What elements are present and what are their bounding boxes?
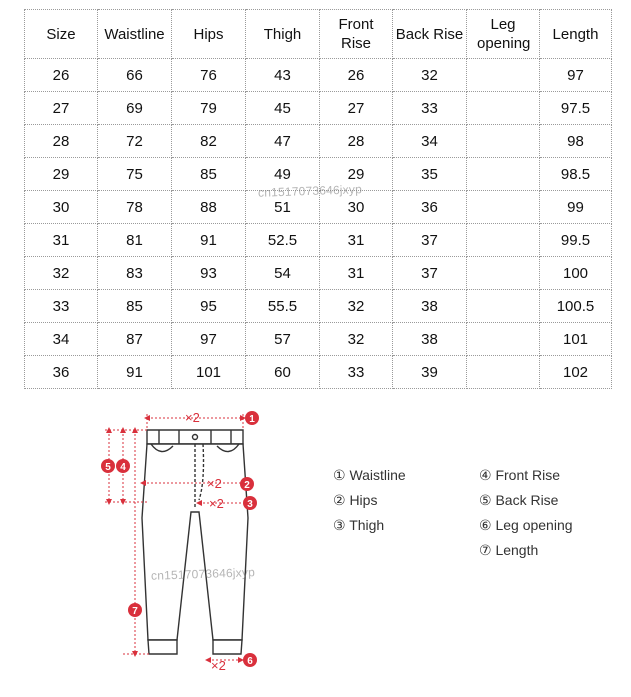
- waist-multiplier: ×2: [185, 410, 200, 425]
- header-waistline: Waistline: [98, 10, 172, 59]
- table-cell: 55.5: [246, 290, 320, 323]
- table-cell: 47: [246, 125, 320, 158]
- table-row: [25, 59, 612, 92]
- table-cell: 76: [172, 59, 246, 92]
- table-cell: 85: [98, 290, 172, 323]
- marker-4: [116, 459, 130, 473]
- pants-measurement-diagram: [95, 400, 285, 680]
- table-cell: 31: [320, 224, 393, 257]
- table-cell: 85: [172, 158, 246, 191]
- table-cell: 79: [172, 92, 246, 125]
- table-cell: 97: [540, 59, 612, 92]
- left-cuff: [148, 640, 177, 654]
- table-cell: 95: [172, 290, 246, 323]
- table-cell: [467, 158, 540, 191]
- table-cell: [467, 257, 540, 290]
- table-cell: [467, 290, 540, 323]
- marker-3: [243, 496, 257, 510]
- table-cell: [467, 92, 540, 125]
- table-cell: 38: [393, 323, 467, 356]
- header-back-rise: Back Rise: [393, 10, 467, 59]
- table-cell: 49: [246, 158, 320, 191]
- svg-text:1: 1: [249, 414, 255, 425]
- table-row: [25, 257, 612, 290]
- table-cell: 38: [393, 290, 467, 323]
- svg-text:2: 2: [244, 480, 250, 491]
- button: [193, 435, 198, 440]
- table-row: [25, 290, 612, 323]
- table-cell: 37: [393, 257, 467, 290]
- svg-text:5: 5: [105, 462, 111, 473]
- table-cell: 102: [540, 356, 612, 389]
- table-cell: 83: [98, 257, 172, 290]
- header-size: Size: [25, 10, 98, 59]
- table-cell: 52.5: [246, 224, 320, 257]
- table-cell: 82: [172, 125, 246, 158]
- svg-text:7: 7: [132, 606, 138, 617]
- table-cell: 98.5: [540, 158, 612, 191]
- table-cell: 93: [172, 257, 246, 290]
- table-cell: 34: [393, 125, 467, 158]
- table-cell: 32: [25, 257, 98, 290]
- legend-front-rise: ④ Front Rise: [479, 467, 561, 483]
- header-length: Length: [540, 10, 612, 59]
- table-cell: 35: [393, 158, 467, 191]
- table-cell: [467, 224, 540, 257]
- table-cell: 87: [98, 323, 172, 356]
- table-cell: 30: [25, 191, 98, 224]
- table-cell: 91: [98, 356, 172, 389]
- table-row: [25, 356, 612, 389]
- right-cuff: [213, 640, 242, 654]
- table-cell: 29: [25, 158, 98, 191]
- leg-opening-multiplier: ×2: [211, 658, 226, 673]
- table-cell: 72: [98, 125, 172, 158]
- table-row: [25, 92, 612, 125]
- table-cell: 33: [25, 290, 98, 323]
- svg-text:3: 3: [247, 499, 253, 510]
- table-cell: 32: [320, 323, 393, 356]
- legend-hips: ② Hips: [333, 492, 378, 508]
- size-chart-table: [24, 9, 612, 389]
- table-row: [25, 323, 612, 356]
- marker-5: [101, 459, 115, 473]
- table-cell: [467, 59, 540, 92]
- table-cell: 36: [393, 191, 467, 224]
- table-cell: 28: [320, 125, 393, 158]
- table-cell: 97.5: [540, 92, 612, 125]
- legend-thigh: ③ Thigh: [333, 517, 385, 533]
- watermark-text: cn1517073646jxyp: [257, 182, 363, 200]
- table-cell: 45: [246, 92, 320, 125]
- table-cell: 27: [25, 92, 98, 125]
- legend-waistline: ① Waistline: [333, 467, 406, 483]
- table-cell: 69: [98, 92, 172, 125]
- header-hips: Hips: [172, 10, 246, 59]
- header-front-rise: Front Rise: [320, 10, 393, 59]
- table-cell: 28: [25, 125, 98, 158]
- pants-body: [142, 444, 248, 640]
- table-cell: 101: [540, 323, 612, 356]
- table-cell: 99.5: [540, 224, 612, 257]
- marker-7: [128, 603, 142, 617]
- header-leg-opening: Leg opening: [467, 10, 540, 59]
- marker-6: [243, 653, 257, 667]
- table-cell: 39: [393, 356, 467, 389]
- table-cell: 98: [540, 125, 612, 158]
- table-cell: 75: [98, 158, 172, 191]
- pants-illustration: [142, 430, 248, 654]
- table-row: [25, 224, 612, 257]
- table-cell: 33: [393, 92, 467, 125]
- svg-text:4: 4: [120, 462, 126, 473]
- thigh-multiplier: ×2: [209, 496, 224, 511]
- table-cell: 78: [98, 191, 172, 224]
- table-cell: 37: [393, 224, 467, 257]
- legend-back-rise: ⑤ Back Rise: [479, 492, 559, 508]
- table-cell: 29: [320, 158, 393, 191]
- legend-length: ⑦ Length: [479, 542, 539, 558]
- table-cell: 32: [320, 290, 393, 323]
- svg-text:6: 6: [247, 656, 253, 667]
- header-thigh: Thigh: [246, 10, 320, 59]
- table-cell: [467, 125, 540, 158]
- table-cell: 54: [246, 257, 320, 290]
- table-cell: [467, 356, 540, 389]
- table-header-row: [25, 10, 612, 59]
- table-cell: 81: [98, 224, 172, 257]
- marker-1: [245, 411, 259, 425]
- table-cell: 34: [25, 323, 98, 356]
- watermark-diagram: cn1517073646jxyp: [150, 565, 256, 583]
- table-cell: 91: [172, 224, 246, 257]
- legend-right: [479, 463, 573, 563]
- table-cell: 43: [246, 59, 320, 92]
- table-cell: 57: [246, 323, 320, 356]
- table-cell: 100.5: [540, 290, 612, 323]
- table-cell: 60: [246, 356, 320, 389]
- marker-2: [240, 477, 254, 491]
- legend-left: [333, 463, 406, 538]
- table-cell: 97: [172, 323, 246, 356]
- table-cell: 31: [25, 224, 98, 257]
- table-cell: 36: [25, 356, 98, 389]
- table-cell: [467, 323, 540, 356]
- legend-leg-opening: ⑥ Leg opening: [479, 517, 573, 533]
- table-cell: [467, 191, 540, 224]
- table-cell: 101: [172, 356, 246, 389]
- table-cell: 88: [172, 191, 246, 224]
- table-cell: 99: [540, 191, 612, 224]
- table-cell: 31: [320, 257, 393, 290]
- table-cell: 33: [320, 356, 393, 389]
- table-cell: 100: [540, 257, 612, 290]
- table-cell: 66: [98, 59, 172, 92]
- table-cell: 32: [393, 59, 467, 92]
- table-row: [25, 125, 612, 158]
- table-cell: 30: [320, 191, 393, 224]
- table-cell: 26: [25, 59, 98, 92]
- table-cell: 27: [320, 92, 393, 125]
- table-cell: 26: [320, 59, 393, 92]
- hips-multiplier: ×2: [207, 476, 222, 491]
- table-cell: 51: [246, 191, 320, 224]
